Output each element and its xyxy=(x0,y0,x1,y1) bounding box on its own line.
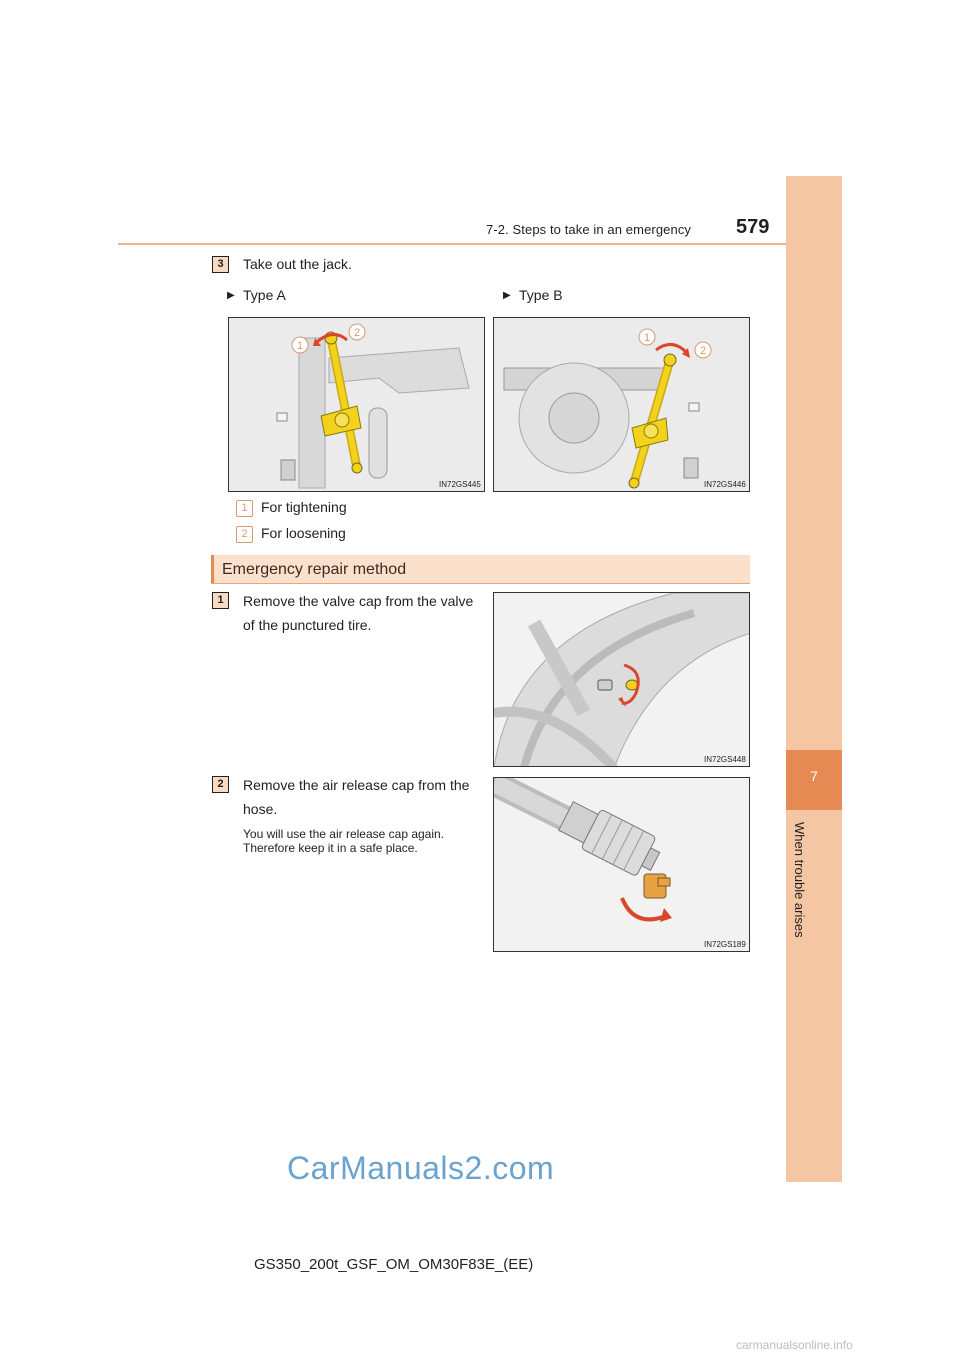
figure-code-hose: IN72GS189 xyxy=(704,940,746,949)
svg-text:1: 1 xyxy=(643,332,651,344)
step-badge-3: 3 xyxy=(212,256,229,273)
figure-code-a: IN72GS445 xyxy=(439,480,481,489)
step-2-note-line2: Therefore keep it in a safe place. xyxy=(243,841,418,855)
step-2-note-line1: You will use the air release cap again. xyxy=(243,827,445,841)
jack-type-b-figure xyxy=(493,317,750,492)
step-badge-2: 2 xyxy=(212,776,229,793)
type-b-arrow-icon: ▶ xyxy=(503,290,511,301)
valve-cap-figure xyxy=(493,592,750,767)
air-release-cap-figure xyxy=(493,777,750,952)
step-3-text: Take out the jack. xyxy=(243,256,352,272)
type-b-label: Type B xyxy=(519,287,563,303)
step-1-text-line2: of the punctured tire. xyxy=(243,617,372,633)
emergency-section-accent xyxy=(211,555,214,583)
chapter-number: 7 xyxy=(810,768,818,784)
legend-2-text: For loosening xyxy=(261,525,346,541)
step-2-text-line2: hose. xyxy=(243,801,278,817)
svg-text:2: 2 xyxy=(353,327,361,339)
air-release-cap-illustration xyxy=(494,778,750,952)
step-badge-1: 1 xyxy=(212,592,229,609)
legend-1-text: For tightening xyxy=(261,499,347,515)
watermark-carmanualsonline: carmanualsonline.info xyxy=(736,1338,853,1352)
jack-type-a-figure xyxy=(228,317,485,492)
figure-code-valve: IN72GS448 xyxy=(704,755,746,764)
document-code: GS350_200t_GSF_OM_OM30F83E_(EE) xyxy=(254,1256,534,1273)
valve-cap-illustration xyxy=(494,593,750,767)
legend-1-badge: 1 xyxy=(236,500,253,517)
page-number: 579 xyxy=(736,216,770,238)
figure-code-b: IN72GS446 xyxy=(704,480,746,489)
type-a-arrow-icon: ▶ xyxy=(227,290,235,301)
step-1-text-line1: Remove the valve cap from the valve xyxy=(243,593,474,609)
emergency-section-title: Emergency repair method xyxy=(222,561,407,578)
svg-text:2: 2 xyxy=(699,345,707,357)
legend-2-badge: 2 xyxy=(236,526,253,543)
svg-text:1: 1 xyxy=(296,340,304,352)
section-title: 7-2. Steps to take in an emergency xyxy=(486,222,692,237)
type-a-label: Type A xyxy=(243,287,286,303)
chapter-title-text: When trouble arises xyxy=(792,822,807,938)
header-rule xyxy=(118,243,840,245)
jack-type-b-illustration xyxy=(494,318,750,492)
jack-type-a-illustration xyxy=(229,318,485,492)
chapter-title xyxy=(777,822,813,952)
watermark-carmanuals: CarManuals2.com xyxy=(287,1150,555,1186)
emergency-section-underline xyxy=(211,583,750,584)
chapter-side-tab xyxy=(786,176,842,1182)
step-2-text-line1: Remove the air release cap from the xyxy=(243,777,470,793)
